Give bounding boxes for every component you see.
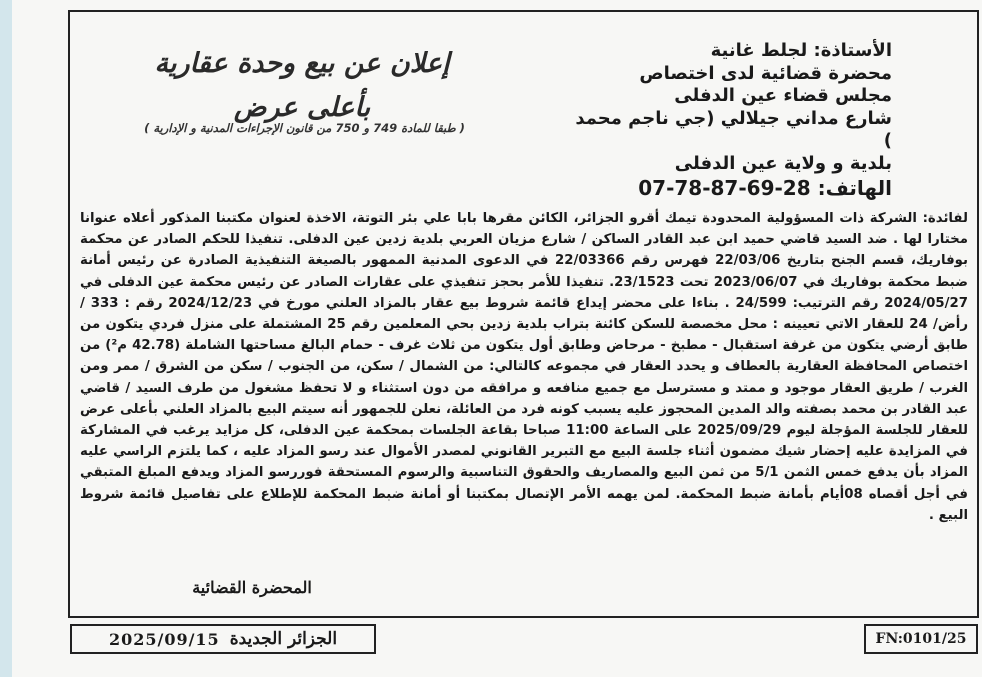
newspaper-name: الجزائر الجديدة (229, 629, 338, 649)
legal-reference: ( طبقا للمادة 749 و 750 من قانون الإجراءات المدنية و الإدارية ) (144, 121, 465, 135)
publication-date: 2025/09/15 (108, 629, 220, 649)
lawyer-city: بلدية و ولاية عين الدفلى (674, 152, 892, 174)
lawyer-court: مجلس قضاء عين الدفلى (674, 85, 892, 107)
lawyer-title: محضرة قضائية لدى اختصاص (639, 62, 892, 84)
reference-code: FN:0101/25 (864, 624, 978, 654)
phone-label: الهاتف: (817, 175, 892, 200)
publication-box (70, 624, 376, 654)
body-text: لفائدة: الشركة ذات المسؤولية المحدودة تيمك أقرو الجزائر، الكائن مقرها بابا علي بئر التوتة، الاخذة لعنوان مكتبنا المذكور أعلاه عنوانا مختارا لها . ضد السيد قاضي حميد ابن عبد القادر الساكن / شارع مزيان العربي بلدية زدين عين الدفلى. تنفيذا للحكم الصادر عن محكمة بوفاريك، قسم الجنح بتاريخ 22/03/06 فهرس رقم 22/03366 في الدعوى المدنية الممهور بالصيغة التنفيذية الصادرة عن رئيس أمانة ضبط محكمة بوفاريك في 2023/06/07 تحت 23/1523. تنفيذا للأمر بحجز تنفيذي على عقارات الصادر عن رئيس محكمة عين الدفلى في 2024/05/27 رقم الترتيب: 24/599 . بناءا على محضر إيداع قائمة شروط بيع عقار بالمزاد العلني مورخ في 2024/12/23 رقم : 333 / رأض/ 24 للعقار الاتي تعيينه : محل مخصصة للسكن كائنة بتراب بلدية زدين بحي المعلمين رقم 25 المشتملة على منزل فردي يتكون من طابق أرضي يتكون من غرفة استقبال - مطبخ - مرحاض وطابق أول يتكون من ثلاث غرف - حمام البالغ مساحتها الشاملة (42.78 م²) من اختصاص المحافظة العقارية بالعطاف و يحدد العقار في مجموعه كالتالي: من الشمال / سكن، من الجنوب / سكن من الشرق / ممر ومن الغرب / طريق العقار موجود و ممتد و مسترسل مع جميع منافعه و مرافقه من دون استثناء و لا تحفظ مشغول من طرف السيد / قاضي عبد القادر بن محمد بصفته والد المدين المحجوز عليه يسبب كونه فرد من العائلة، نعلن للجمهور أنه سيتم البيع بالمزاد العلني بأعلى عرض للعقار للجلسة المؤجلة ليوم 2025/09/29 على الساعة 11:00 صباحا بقاعة الجلسات بمحكمة عين الدفلى، كل مزايد يرغب في المشاركة في المزايدة عليه إحضار شيك مضمون أثناء جلسة البيع مع التبرير القانوني لمصدر الأموال عند رسو المزاد عليه ، كما يلتزم الراسي عليه المزاد بأن يدفع خمس الثمن 5/1 من ثمن البيع والمصاريف والحقوق التناسبية والرسوم المستحقة فوررسو المزاد ويدفع المبلغ المتبقي في أجل أقصاه 08أيام بأمانة ضبط المحكمة. لمن يهمه الأمر الإتصال بمكتبنا أو أمانة ضبط المحكمة للإطلاع على تفاصيل قائمة شروط البيع . (80, 211, 969, 523)
title-line-1: إعلان عن بيع وحدة عقارية (154, 48, 450, 79)
phone-line (562, 177, 892, 200)
lawyer-info (562, 40, 892, 199)
signature: المحضرة القضائية (192, 578, 312, 597)
newspaper-page (12, 0, 982, 677)
lawyer-name: الأستاذة: لجلط غانية (710, 40, 892, 61)
announcement-title (107, 42, 497, 130)
title-line-2: بأعلى عرض (233, 92, 371, 123)
phone-number: 07-78-87-69-28 (638, 175, 811, 200)
lawyer-street: شارع مداني جيلالي (جي ناجم محمد ) (575, 107, 892, 152)
announcement-body (80, 208, 968, 526)
